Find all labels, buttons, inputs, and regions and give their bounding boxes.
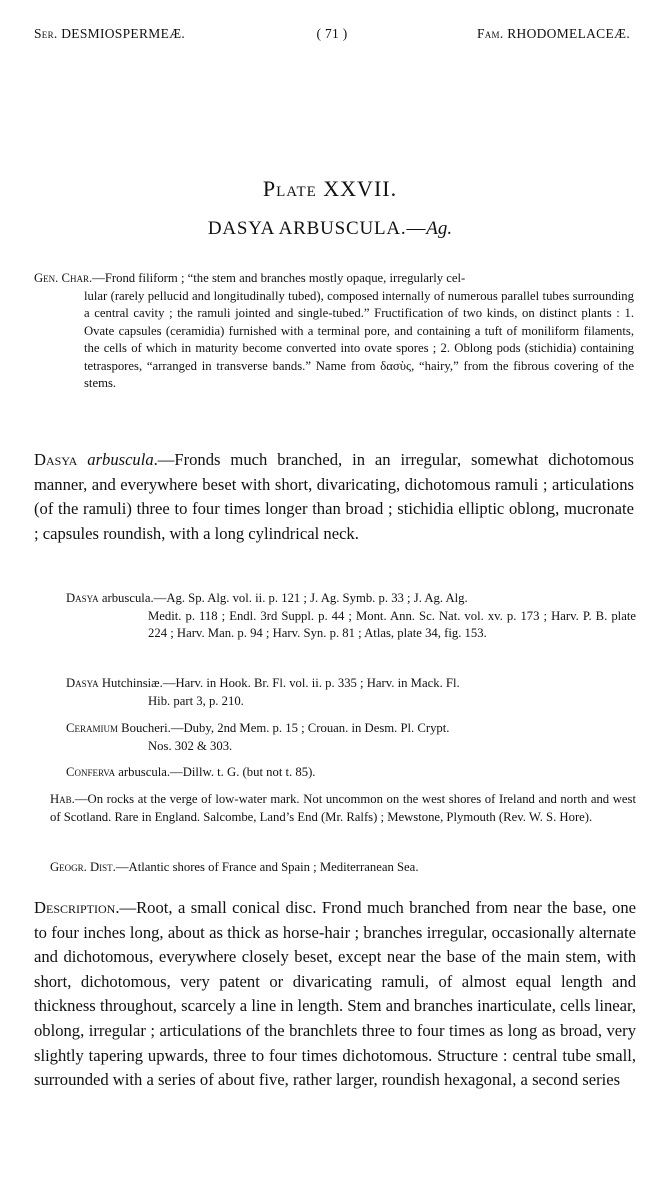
description-label: Description. — [34, 898, 120, 917]
synonym-continuation: Nos. 302 & 303. — [148, 738, 233, 753]
diagnosis-text: .—Fronds much branched, in an irregular, somewhat dichotomous manner, and everywhere beset with short, divaricating, dichotomous ramuli ; articulations (of the ramuli) three to four times longer than broad ; stichidia elliptic oblong, mucronate ; capsules roundish, with a long cylindrical neck. — [34, 450, 634, 543]
synonym-first-line: arbuscula.—Ag. Sp. Alg. vol. ii. p. 121 ; J. Ag. Symb. p. 33 ; J. Ag. Alg. — [98, 591, 468, 605]
plate-title: Plate XXVII. — [262, 176, 398, 201]
synonym-genus: Ceramium — [66, 721, 118, 735]
species-name: DASYA ARBUSCULA.— — [207, 218, 427, 239]
description — [34, 896, 636, 1093]
habitat-text: —On rocks at the verge of low-water mark. Not uncommon on the west shores of Ireland and north and west of Scotland. Rare in England. Salcombe, Land’s End (Mr. Ralfs) ; Mewstone, Plymouth (Rev. W. S. Hore). — [50, 792, 636, 824]
synonym-genus: Conferva — [66, 765, 116, 779]
series-heading: Ser. DESMIOSPERMEÆ. — [34, 26, 186, 41]
synonym-first-line: arbuscula.—Dillw. t. G. (but not t. 85). — [115, 765, 316, 779]
synonym-first-line: Boucheri.—Duby, 2nd Mem. p. 15 ; Crouan. in Desm. Pl. Crypt. — [117, 721, 450, 735]
diagnosis-genus: Dasya — [34, 450, 78, 469]
habitat-label: Hab. — [50, 792, 75, 806]
species-title — [0, 218, 660, 240]
synonym-entry — [66, 675, 636, 710]
gen-char-text: lular (rarely pellucid and longitudinally tubed), composed internally of numerous parallel tubes surrounding a central cavity ; the ramuli jointed and single-tubed.” Fructification of two kinds, on distinct plants : 1. Ovate capsules (ceramidia) furnished with a terminal pore, and containing a tuft of moniliform filaments, the cells of which in maturity become converted into ovate spores ; 2. Oblong pods (stichidia) containing tetraspores, “arranged in transverse bands.” Name from δασὺς, “hairy,” from the fibrous covering of the stems. — [84, 288, 634, 390]
species-author: Ag. — [426, 218, 453, 239]
description-text: —Root, a small conical disc. Frond much branched from near the base, one to four inches long, about as thick as horse-hair ; branches irregular, occasionally alternate and dichotomous, everywhere closely beset, except near the base of the main stem, with short, dichotomous, very patent or divaricating ramuli, of almost equal length and thickness throughout, scarcely a line in length. Stem and branches inarticulate, cells linear, oblong, irregular ; articulations of the branchlets three to four times as long as broad, very slightly tapering upwards, three to four times dichotomous. Structure : central tube small, surrounded with a series of about five, rather larger, roundish hexagonal, a second series — [34, 898, 636, 1090]
geographic-distribution — [50, 859, 636, 877]
running-head — [34, 26, 630, 46]
synonym-entry — [66, 720, 636, 755]
synonym-entry — [66, 590, 636, 643]
diagnosis-species: arbuscula — [87, 450, 154, 469]
genus-character — [34, 270, 634, 393]
synonym-continuation: Medit. p. 118 ; Endl. 3rd Suppl. p. 44 ; Mont. Ann. Sc. Nat. vol. xv. p. 173 ; Harv. P. B. plate 224 ; Harv. Man. p. 94 ; Harv. Syn. p. 81 ; Atlas, plate 34, fig. 153. — [148, 608, 636, 640]
distribution-text: —Atlantic shores of France and Spain ; Mediterranean Sea. — [115, 860, 419, 874]
habitat — [50, 791, 636, 826]
synonym-genus: Dasya — [66, 676, 99, 690]
synonym-entry — [66, 764, 636, 782]
synonym-genus: Dasya — [66, 591, 99, 605]
gen-char-first-line: —Frond filiform ; “the stem and branches mostly opaque, irregularly cel- — [92, 271, 466, 285]
page-number: ( 71 ) — [316, 26, 348, 41]
species-diagnosis — [34, 448, 634, 546]
synonym-continuation: Hib. part 3, p. 210. — [148, 693, 244, 708]
family-heading: Fam. RHODOMELACEÆ. — [476, 26, 630, 41]
gen-char-label: Gen. Char. — [34, 271, 93, 285]
synonym-first-line: Hutchinsiæ.—Harv. in Hook. Br. Fl. vol. ii. p. 335 ; Harv. in Mack. Fl. — [98, 676, 460, 690]
distribution-label: Geogr. Dist. — [50, 860, 116, 874]
